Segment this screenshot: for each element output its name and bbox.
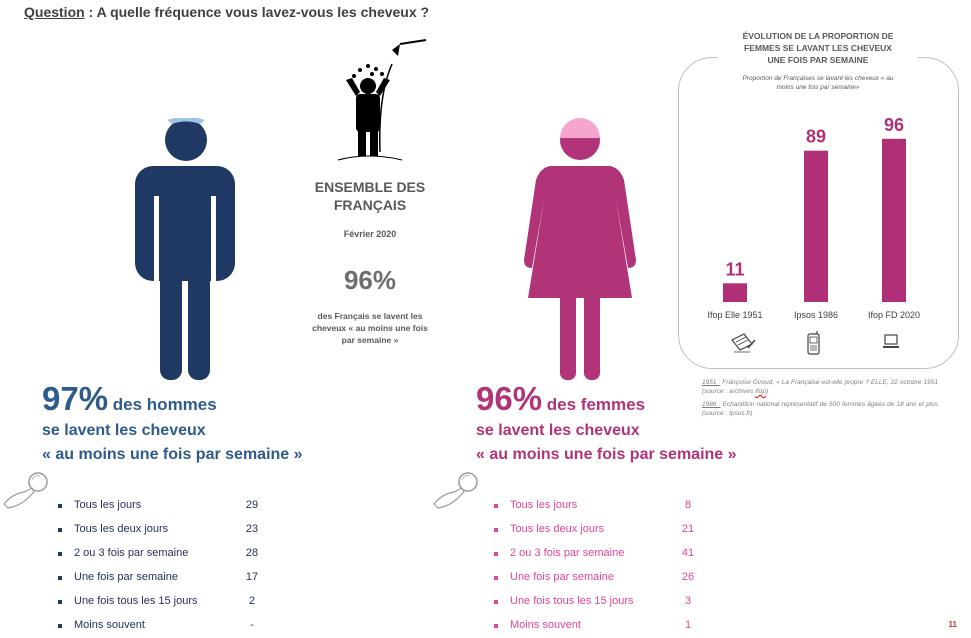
bullet-icon — [58, 576, 62, 580]
woman-figure-icon — [520, 118, 636, 382]
bar — [882, 139, 906, 302]
item-value: 8 — [684, 499, 692, 511]
item-value: 17 — [245, 571, 259, 583]
item-label: Moins souvent — [74, 619, 145, 631]
note-1951-source: Ifop — [755, 388, 766, 395]
note-1986-text: Echantillon national représentatif de 500 femmes âgées de 18 ans et plus (source : Ipsos.fr) — [702, 401, 939, 417]
evolution-title-line2: FEMMES SE LAVANT LES CHEVEUX — [744, 43, 892, 53]
bullet-icon — [58, 552, 62, 556]
men-percent: 97% — [42, 380, 109, 417]
paper-survey-icon — [730, 332, 756, 354]
item-value: 28 — [245, 547, 259, 559]
question-label: Question — [24, 4, 85, 20]
note-1951-end: ) — [765, 388, 769, 395]
shower-icon — [330, 36, 430, 166]
item-label: 2 ou 3 fois par semaine — [510, 547, 625, 559]
item-value: 21 — [681, 523, 695, 535]
item-label: Tous les jours — [74, 499, 142, 511]
note-1986-year: 1986 : — [702, 401, 721, 408]
men-headline — [42, 380, 303, 464]
data-label: 89 — [805, 126, 827, 147]
category-label: Ifop Elle 1951 — [707, 310, 763, 320]
item-value: 1 — [684, 619, 692, 631]
bullet-icon — [494, 576, 498, 580]
evolution-subtitle — [726, 74, 910, 92]
item-label: Moins souvent — [510, 619, 581, 631]
bar — [723, 283, 747, 302]
item-value: 26 — [681, 571, 695, 583]
data-label: 11 — [725, 259, 745, 280]
page-number: 11 — [948, 620, 957, 629]
men-line2: se lavent les cheveux — [42, 422, 206, 439]
note-1951-year: 1951 : — [702, 379, 721, 386]
note-1951-text: Françoise Giroud, « La Française est-elle propre ? ELLE, 22 octobre 1951 (source : archives — [702, 379, 938, 395]
bullet-icon — [58, 624, 62, 628]
evolution-title-line3: UNE FOIS PAR SEMAINE — [767, 55, 869, 65]
man-figure-icon — [130, 118, 240, 382]
item-label: Tous les deux jours — [74, 523, 169, 535]
magnifier-hand-icon — [2, 470, 54, 510]
item-label: Une fois tous les 15 jours — [74, 595, 198, 607]
center-desc-line3: par semaine » — [341, 335, 399, 345]
bullet-icon — [494, 624, 498, 628]
men-suffix: des hommes — [108, 395, 217, 414]
note-1951 — [702, 378, 938, 396]
bullet-icon — [58, 504, 62, 508]
center-percent: 96% — [343, 265, 397, 295]
item-value: 2 — [248, 595, 256, 607]
phone-icon — [806, 331, 822, 355]
bullet-icon — [494, 528, 498, 532]
item-label: Une fois tous les 15 jours — [510, 595, 634, 607]
bullet-icon — [494, 504, 498, 508]
bullet-icon — [494, 600, 498, 604]
item-value: 23 — [245, 523, 259, 535]
evolution-subtitle-line1: Proportion de Françaises se lavant les cheveux « au — [742, 75, 894, 82]
item-value: 29 — [245, 499, 259, 511]
item-label: Tous les deux jours — [510, 523, 605, 535]
center-title — [300, 178, 440, 214]
category-label: Ipsos 1986 — [793, 310, 839, 320]
evolution-title — [716, 30, 920, 66]
center-title-line1: ENSEMBLE DES — [314, 179, 426, 195]
source-notes — [702, 378, 938, 422]
center-description — [295, 310, 445, 346]
bullet-icon — [58, 600, 62, 604]
women-line3: « au moins une fois par semaine » — [476, 446, 737, 463]
question-heading — [24, 4, 429, 20]
women-percent: 96% — [476, 380, 543, 417]
men-line3: « au moins une fois par semaine » — [42, 446, 303, 463]
category-label: Ifop FD 2020 — [867, 310, 921, 320]
center-title-line2: FRANÇAIS — [333, 197, 407, 213]
center-desc-line2: cheveux « au moins une fois — [312, 323, 428, 333]
data-label: 96 — [883, 114, 905, 135]
magnifier-hand-icon — [432, 470, 484, 510]
item-value: - — [250, 619, 254, 631]
item-label: 2 ou 3 fois par semaine — [74, 547, 189, 559]
note-1986 — [702, 400, 938, 418]
women-headline — [476, 380, 737, 464]
evolution-subtitle-line2: moins une fois par semaine» — [776, 84, 860, 91]
women-suffix: des femmes — [542, 395, 646, 414]
item-label: Une fois par semaine — [510, 571, 614, 583]
evolution-bar-chart — [690, 100, 950, 325]
item-label: Une fois par semaine — [74, 571, 178, 583]
bullet-icon — [58, 528, 62, 532]
question-text: : A quelle fréquence vous lavez-vous les cheveux ? — [84, 4, 430, 20]
women-line2: se lavent les cheveux — [476, 422, 640, 439]
item-value: 41 — [681, 547, 695, 559]
item-value: 3 — [684, 595, 692, 607]
bullet-icon — [494, 552, 498, 556]
item-label: Tous les jours — [510, 499, 578, 511]
center-date: Février 2020 — [343, 229, 397, 239]
laptop-icon — [882, 334, 900, 350]
bar — [804, 151, 828, 302]
center-desc-line1: des Français se lavent les — [317, 311, 423, 321]
evolution-title-line1: ÉVOLUTION DE LA PROPORTION DE — [742, 31, 894, 41]
